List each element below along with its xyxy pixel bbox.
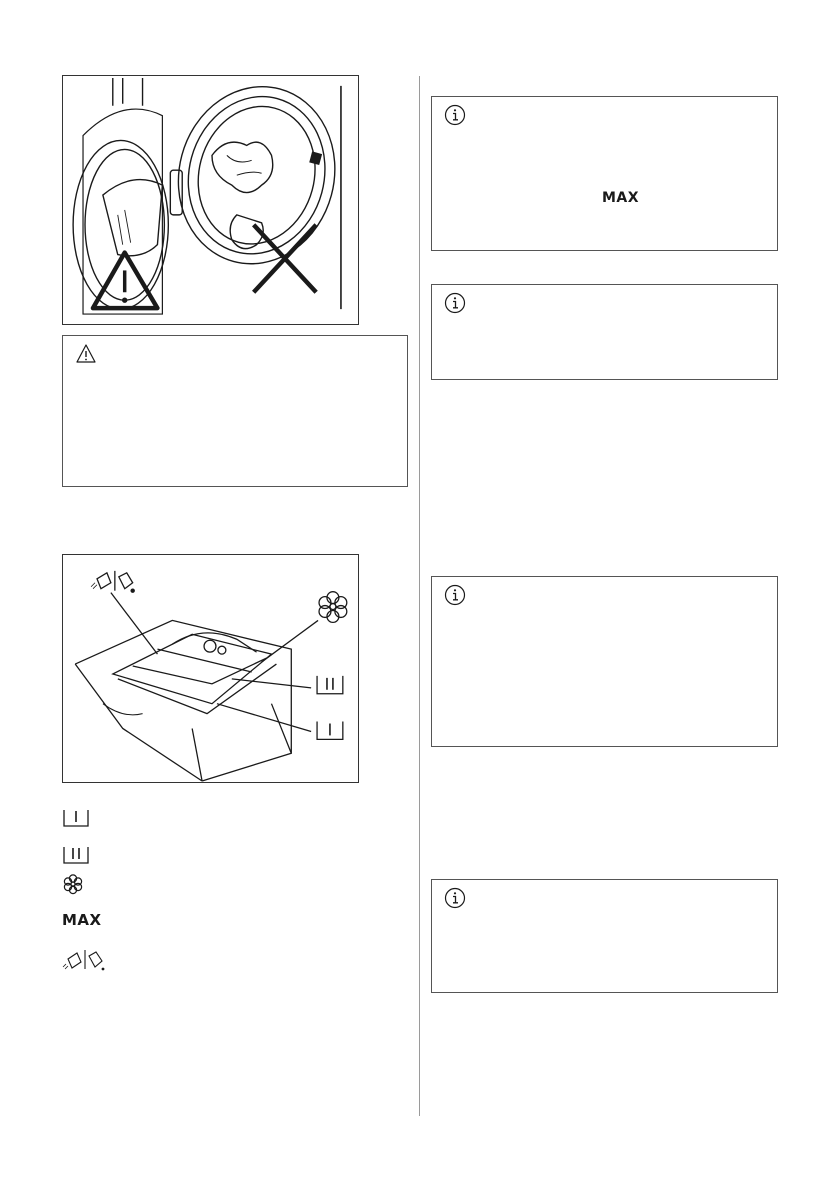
info-icon [444,584,466,606]
info-box-3 [431,576,778,747]
legend-detergent-type [62,947,112,971]
column-divider [419,76,420,1116]
detergent-dispenser-illustration [63,555,358,782]
max-label: MAX [602,190,640,206]
detergent-dispenser-figure [62,554,359,783]
info-box-2 [431,284,778,380]
legend-mainwash [62,845,92,869]
softener-flower-icon [62,873,84,895]
info-box-4 [431,879,778,993]
info-icon [444,292,466,314]
info-icon [444,887,466,909]
mainwash-compartment-icon [62,845,92,867]
info-icon [444,104,466,126]
legend-max [62,910,122,934]
legend-prewash [62,808,92,832]
powder-liquid-detergent-icon [62,947,110,971]
max-level-icon: MAX [62,911,102,929]
washer-door-figure [62,75,359,325]
warning-box [62,335,408,487]
warning-triangle-icon [75,343,97,365]
info-box-1 [431,96,778,251]
prewash-compartment-icon [62,808,92,830]
washer-open-door-warning-illustration [63,76,358,324]
legend-softener [62,873,86,897]
